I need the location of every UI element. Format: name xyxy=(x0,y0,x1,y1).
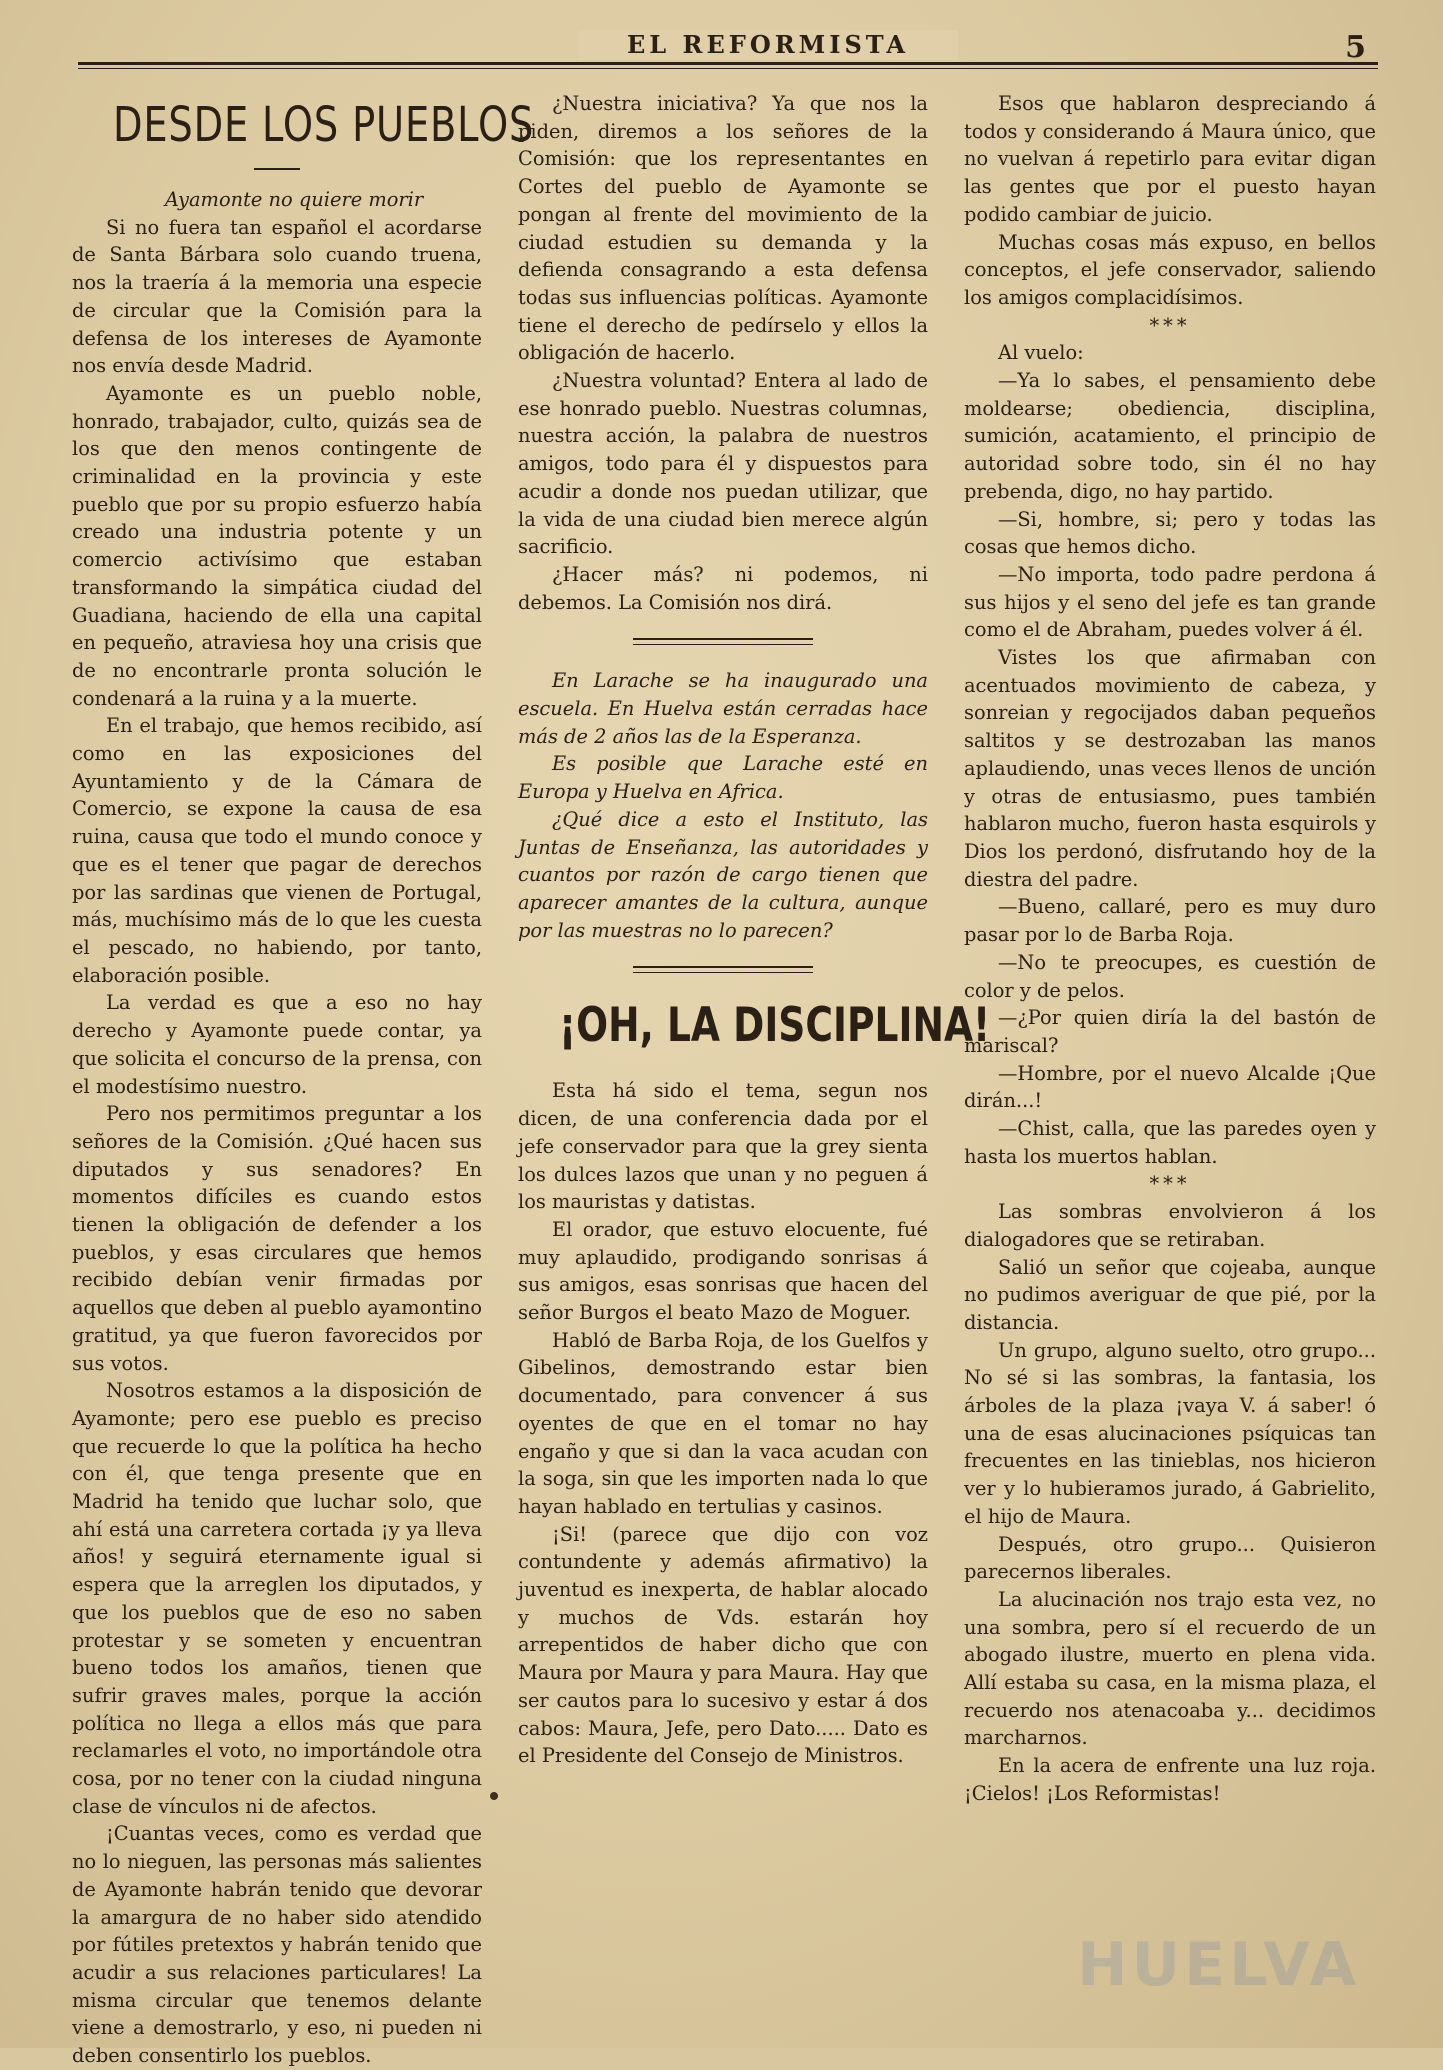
article-title-oh-la-disciplina: ¡OH, LA DISCIPLINA! xyxy=(559,998,991,1054)
paragraph: Salió un señor que cojeaba, aunque no pudimos averiguar de que pié, por la distancia. xyxy=(964,1255,1376,1334)
paragraph: La verdad es que a eso no hay derecho y Ayamonte puede contar, ya que solicita el concurso de la prensa, con el modestísimo nuestro. xyxy=(72,991,482,1098)
archive-watermark: HUELVA xyxy=(1077,1930,1360,2000)
article-subtitle: Ayamonte no quiere morir xyxy=(164,188,424,211)
title-dash xyxy=(254,168,300,170)
dialogue-line: —¿Por quien diría la del bastón de mariscal? xyxy=(964,1006,1376,1057)
column-1 xyxy=(72,90,535,2070)
notice-box xyxy=(518,667,928,944)
paragraph: Habló de Barba Roja, de los Guelfos y Gibelinos, demostrando estar bien documentado, para convencer á sus oyentes de que en el tomar no hay engaño y que si dan la vaca acudan con la soga, sin que les importen nada lo que hayan hablado en tertulias y casinos. xyxy=(518,1328,928,1518)
dialogue-line: —Bueno, callaré, pero es muy duro pasar por lo de Barba Roja. xyxy=(964,895,1376,947)
paragraph: Vistes los que afirmaban con acentuados movimiento de cabeza, y sonreian y regocijados daban pequeños saltitos y se destrozaban las manos aplaudiendo, unas veces llenos de unción y otras de entusiasmo, pues también hablaron mucho, fueron hasta esquirols y Dios los perdonó, disfrutando hoy de la diestra del padre. xyxy=(964,646,1376,891)
paragraph: Después, otro grupo... Quisieron parecernos liberales. xyxy=(964,1532,1376,1584)
paragraph: Si no fuera tan español el acordarse de Santa Bárbara solo cuando truena, nos la traería á la memoria una especie de circular que la Comisión para la defensa de los intereses de Ayamonte nos envía desde Madrid. xyxy=(72,215,482,378)
paragraph: ¿Nuestra iniciativa? Ya que nos la piden, diremos a los señores de la Comisión: que los representantes en Cortes del pueblo de Ayamonte se pongan al frente del movimiento de la ciudad estudien su demanda y la defienda consagrando a esta defensa todas sus influencias políticas. Ayamonte tiene el derecho de pedírselo y ellos la obligación de hacerlo. xyxy=(518,92,928,365)
notice-paragraph: En Larache se ha inaugurado una escuela. En Huelva están cerradas hace más de 2 años las de la Esperanza. xyxy=(518,669,928,748)
dialogue-line: —No te preocupes, es cuestión de color y de pelos. xyxy=(964,950,1376,1002)
paragraph: Ayamonte es un pueblo noble, honrado, trabajador, culto, quizás sea de los que den menos contingente de criminalidad en la provincia y este pueblo que por su propio esfuerzo había creado una industria potente y un comercio activísimo que estaban transformando la simpática ciudad del Guadiana, haciendo de ella una capital en pequeño, atraviesa hoy una crisis que de no encontrarle pronta solución le condenará a la ruina y a la muerte. xyxy=(72,381,482,710)
paragraph: La alucinación nos trajo esta vez, no una sombra, pero sí el recuerdo de un abogado ilustre, muerto en plena vida. Allí estaba su casa, en la misma plaza, el recuerdo nos atenacoaba y... decidimos marcharnos. xyxy=(964,1587,1376,1750)
section-separator xyxy=(633,638,813,645)
paragraph: Muchas cosas más expuso, en bellos conceptos, el jefe conservador, saliendo los amigos complacidísimos. xyxy=(964,230,1376,309)
dialogue-line: —Chist, calla, que las paredes oyen y hasta los muertos hablan. xyxy=(964,1117,1376,1168)
ink-dot xyxy=(490,1792,498,1800)
section-separator xyxy=(633,966,813,973)
paragraph: ¿Nuestra voluntad? Entera al lado de ese honrado pueblo. Nuestras columnas, nuestra acción, la palabra de nuestros amigos, todo para él y dispuestos para acudir a donde nos puedan utilizar, que la vida de una ciudad bien merece algún sacrificio. xyxy=(518,369,928,559)
paragraph: Esos que hablaron despreciando á todos y considerando á Maura único, que no vuelvan á repetirlo para evitar digan las gentes que por el puesto hayan podido cambiar de juicio. xyxy=(964,92,1376,226)
page-number: 5 xyxy=(1345,30,1366,65)
stars-divider: *** xyxy=(1149,1172,1191,1196)
paragraph: En la acera de enfrente una luz roja. ¡Cielos! ¡Los Reformistas! xyxy=(964,1754,1376,1805)
paragraph: ¿Hacer más? ni podemos, ni debemos. La Comisión nos dirá. xyxy=(518,562,928,614)
notice-paragraph: Es posible que Larache esté en Europa y Huelva en Africa. xyxy=(518,752,928,804)
dialogue-line: —Hombre, por el nuevo Alcalde ¡Que dirán...! xyxy=(964,1061,1376,1113)
paragraph: Nosotros estamos a la disposición de Ayamonte; pero ese pueblo es preciso que recuerde lo que la política ha hecho con él, que tenga presente que en Madrid ha tenido que luchar solo, que ahí está una carretera cortada ¡y ya lleva años! y seguirá eternamente igual si espera que la arreglen los diputados, y que los pueblos que de eso no saben protestar y se someten y encuentran bueno todos los amaños, tienen que sufrir graves males, porque la acción política no llega a ellos más que para reclamarles el voto, no importándole otra cosa, por no tener con la ciudad ninguna clase de vínculos ni de afectos. xyxy=(72,1379,482,1818)
paragraph: ¡Si! (parece que dijo con voz contundente y además afirmativo) la juventud es inexperta, de hablar alocado y muchos de Vds. estarán hoy arrepentidos de haber dicho que con Maura por Maura y para Maura. Hay que ser cautos para lo sucesivo y estar á dos cabos: Maura, Jefe, pero Dato..... Dato es el Presidente del Consejo de Ministros. xyxy=(518,1522,928,1768)
masthead: EL REFORMISTA xyxy=(578,30,958,59)
column-2 xyxy=(518,90,991,1770)
paragraph: Un grupo, alguno suelto, otro grupo... No sé si las sombras, la fantasia, los árboles de la plaza ¡vaya V. á saber! ó una de esas alucinaciones psíquicas tan frecuentes en las tinieblas, nos hicieron ver y lo hubieramos jurado, á Gabrielito, el hijo de Maura. xyxy=(964,1338,1376,1528)
notice-paragraph: ¿Qué dice a esto el Instituto, las Juntas de Enseñanza, las autoridades y cuantos por razón de cargo tienen que aparecer amantes de la cultura, aunque por las muestras no lo parecen? xyxy=(518,807,928,942)
paragraph: En el trabajo, que hemos recibido, así como en las exposiciones del Ayuntamiento y de la Cámara de Comercio, se expone la causa de esa ruina, causa que todo el mundo conoce y que es el tener que pagar de derechos por las sardinas que vienen de Portugal, más, muchísimo más de lo que les cuesta el pescado, no habiendo, por tanto, elaboración posible. xyxy=(72,714,482,987)
paragraph: El orador, que estuvo elocuente, fué muy aplaudido, prodigando sonrisas á sus amigos, esas sonrisas que hacen del señor Burgos el beato Mazo de Moguer. xyxy=(518,1217,928,1325)
dialogue-line: —Si, hombre, si; pero y todas las cosas que hemos dicho. xyxy=(964,507,1376,559)
paragraph: Al vuelo: xyxy=(998,341,1084,365)
paragraph: ¡Cuantas veces, como es verdad que no lo nieguen, las personas más salientes de Ayamonte habrán tenido que devorar la amargura de no haber sido atendido por fútiles pretextos y habrán tenido que acudir a sus relaciones particulares! La misma circular que tenemos delante viene a demostrarlo, y eso, ni pueden ni deben consentirlo los pueblos. xyxy=(72,1822,482,2068)
column-3 xyxy=(964,90,1376,1808)
page-header xyxy=(78,30,1378,74)
dialogue-line: —No importa, todo padre perdona á sus hijos y el seno del jefe es tan grande como el de Abraham, puedes volver á él. xyxy=(964,562,1376,642)
article-title-desde-los-pueblos: DESDE LOS PUEBLOS xyxy=(113,97,535,153)
header-rule-thin xyxy=(78,68,1378,69)
paragraph: Esta há sido el tema, segun nos dicen, de una conferencia dada por el jefe conservador para que la grey sienta los dulces lazos que unan y no peguen á los mauristas y datistas. xyxy=(518,1079,928,1214)
paragraph: Las sombras envolvieron á los dialogadores que se retiraban. xyxy=(964,1200,1376,1251)
stars-divider: *** xyxy=(1149,313,1191,337)
paragraph: Pero nos permitimos preguntar a los señores de la Comisión. ¿Qué hacen sus diputados y sus senadores? En momentos difíciles es cuando estos tienen la obligación de defender a los pueblos, y esas circulares que hemos recibido debían venir firmadas por aquellos que deben al pueblo ayamontino gratitud, ya que fueron favorecidos por sus votos. xyxy=(72,1102,482,1375)
header-rule xyxy=(78,62,1378,65)
dialogue-line: —Ya lo sabes, el pensamiento debe moldearse; obediencia, disciplina, sumición, acatamiento, el principio de autoridad sobre todo, sin él no hay prebenda, digo, no hay partido. xyxy=(964,369,1376,503)
